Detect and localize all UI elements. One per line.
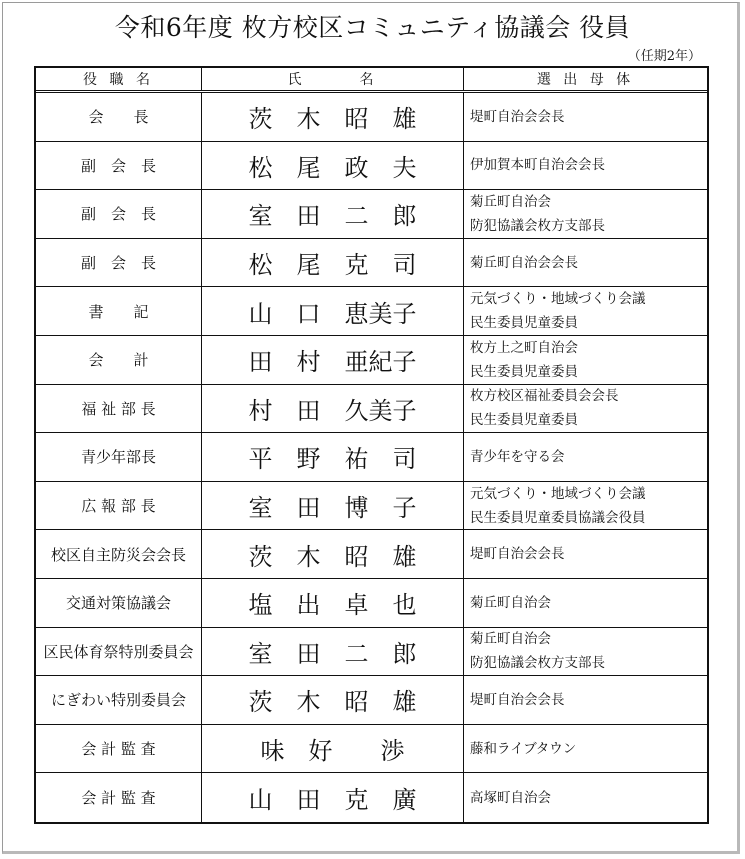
- officers-table: [34, 66, 709, 824]
- header-name: 氏 名: [202, 68, 464, 90]
- position-cell: 会 計: [36, 336, 202, 384]
- term-note: （任期2年）: [627, 49, 701, 64]
- organization-cell: [464, 190, 707, 238]
- organization-cell: [464, 385, 707, 433]
- table-row: [36, 287, 707, 336]
- position-cell: 書 記: [36, 287, 202, 335]
- organization-line: 堤町自治会会長: [470, 691, 565, 708]
- organization-line: 防犯協議会枚方支部長: [470, 217, 605, 234]
- name-cell: 室 田 二 郎: [202, 190, 464, 238]
- table-row: [36, 142, 707, 191]
- table-row: [36, 433, 707, 482]
- position-cell: 広 報 部 長: [36, 482, 202, 530]
- organization-line: 防犯協議会枚方支部長: [470, 655, 605, 672]
- organization-line: 菊丘町自治会: [470, 631, 551, 648]
- table-row: [36, 628, 707, 677]
- table-row: [36, 725, 707, 774]
- organization-line: 菊丘町自治会会長: [470, 254, 578, 271]
- position-cell: 副 会 長: [36, 239, 202, 287]
- organization-cell: [464, 628, 707, 676]
- name-cell: 山 口 恵美子: [202, 287, 464, 335]
- header-organization: 選 出 母 体: [536, 72, 635, 88]
- organization-cell: [464, 287, 707, 335]
- table-row: [36, 385, 707, 434]
- name-cell: 塩 出 卓 也: [202, 579, 464, 627]
- name-cell: 室 田 二 郎: [202, 628, 464, 676]
- position-cell: 校区自主防災会会長: [36, 530, 202, 578]
- position-cell: 交通対策協議会: [36, 579, 202, 627]
- position-cell: 会 長: [36, 93, 202, 141]
- organization-line: 枚方上之町自治会: [470, 339, 578, 356]
- table-header: [36, 68, 707, 93]
- position-cell: にぎわい特別委員会: [36, 676, 202, 724]
- organization-line: 元気づくり・地域づくり会議: [470, 291, 646, 308]
- organization-line: 菊丘町自治会: [470, 594, 551, 611]
- organization-cell: [464, 336, 707, 384]
- name-cell: 室 田 博 子: [202, 482, 464, 530]
- name-cell: 茨 木 昭 雄: [202, 530, 464, 578]
- name-cell: 味 好 渉: [202, 725, 464, 773]
- position-cell: 副 会 長: [36, 142, 202, 190]
- organization-line: 高塚町自治会: [470, 789, 551, 806]
- position-cell: 会 計 監 査: [36, 773, 202, 822]
- organization-cell: [464, 579, 707, 627]
- table-row: [36, 773, 707, 822]
- name-cell: 村 田 久美子: [202, 385, 464, 433]
- name-cell: 松 尾 政 夫: [202, 142, 464, 190]
- organization-cell: [464, 482, 707, 530]
- name-cell: 茨 木 昭 雄: [202, 93, 464, 141]
- name-cell: 松 尾 克 司: [202, 239, 464, 287]
- organization-line: 元気づくり・地域づくり会議: [470, 485, 646, 502]
- header-position: 役 職 名: [36, 68, 202, 90]
- organization-cell: [464, 93, 707, 141]
- position-cell: 区民体育祭特別委員会: [36, 628, 202, 676]
- organization-line: 藤和ライブタウン: [470, 740, 577, 757]
- organization-cell: [464, 433, 707, 481]
- organization-line: 民生委員児童委員: [470, 363, 578, 380]
- organization-line: 伊加賀本町自治会会長: [470, 157, 605, 174]
- table-row: [36, 239, 707, 288]
- organization-line: 堤町自治会会長: [470, 546, 565, 563]
- table-row: [36, 676, 707, 725]
- organization-line: 民生委員児童委員: [470, 315, 578, 332]
- organization-cell: [464, 239, 707, 287]
- organization-line: 民生委員児童委員: [470, 412, 578, 429]
- name-cell: 山 田 克 廣: [202, 773, 464, 822]
- page-title: 令和6年度 枚方校区コミュニティ協議会 役員: [114, 13, 631, 42]
- table-row: [36, 579, 707, 628]
- name-cell: 田 村 亜紀子: [202, 336, 464, 384]
- organization-cell: [464, 676, 707, 724]
- name-cell: 平 野 祐 司: [202, 433, 464, 481]
- table-row: [36, 336, 707, 385]
- organization-cell: [464, 773, 707, 822]
- organization-line: 菊丘町自治会: [470, 193, 551, 210]
- position-cell: 会 計 監 査: [36, 725, 202, 773]
- table-row: [36, 93, 707, 142]
- table-body: [36, 93, 707, 822]
- organization-line: 堤町自治会会長: [470, 108, 565, 125]
- organization-cell: [464, 530, 707, 578]
- organization-line: 枚方校区福祉委員会会長: [470, 388, 619, 405]
- name-cell: 茨 木 昭 雄: [202, 676, 464, 724]
- table-row: [36, 190, 707, 239]
- position-cell: 福 祉 部 長: [36, 385, 202, 433]
- position-cell: 青少年部長: [36, 433, 202, 481]
- position-cell: 副 会 長: [36, 190, 202, 238]
- organization-cell: [464, 142, 707, 190]
- organization-cell: [464, 725, 707, 773]
- table-row: [36, 482, 707, 531]
- organization-line: 民生委員児童委員協議会役員: [470, 509, 646, 526]
- organization-line: 青少年を守る会: [470, 448, 565, 465]
- table-row: [36, 530, 707, 579]
